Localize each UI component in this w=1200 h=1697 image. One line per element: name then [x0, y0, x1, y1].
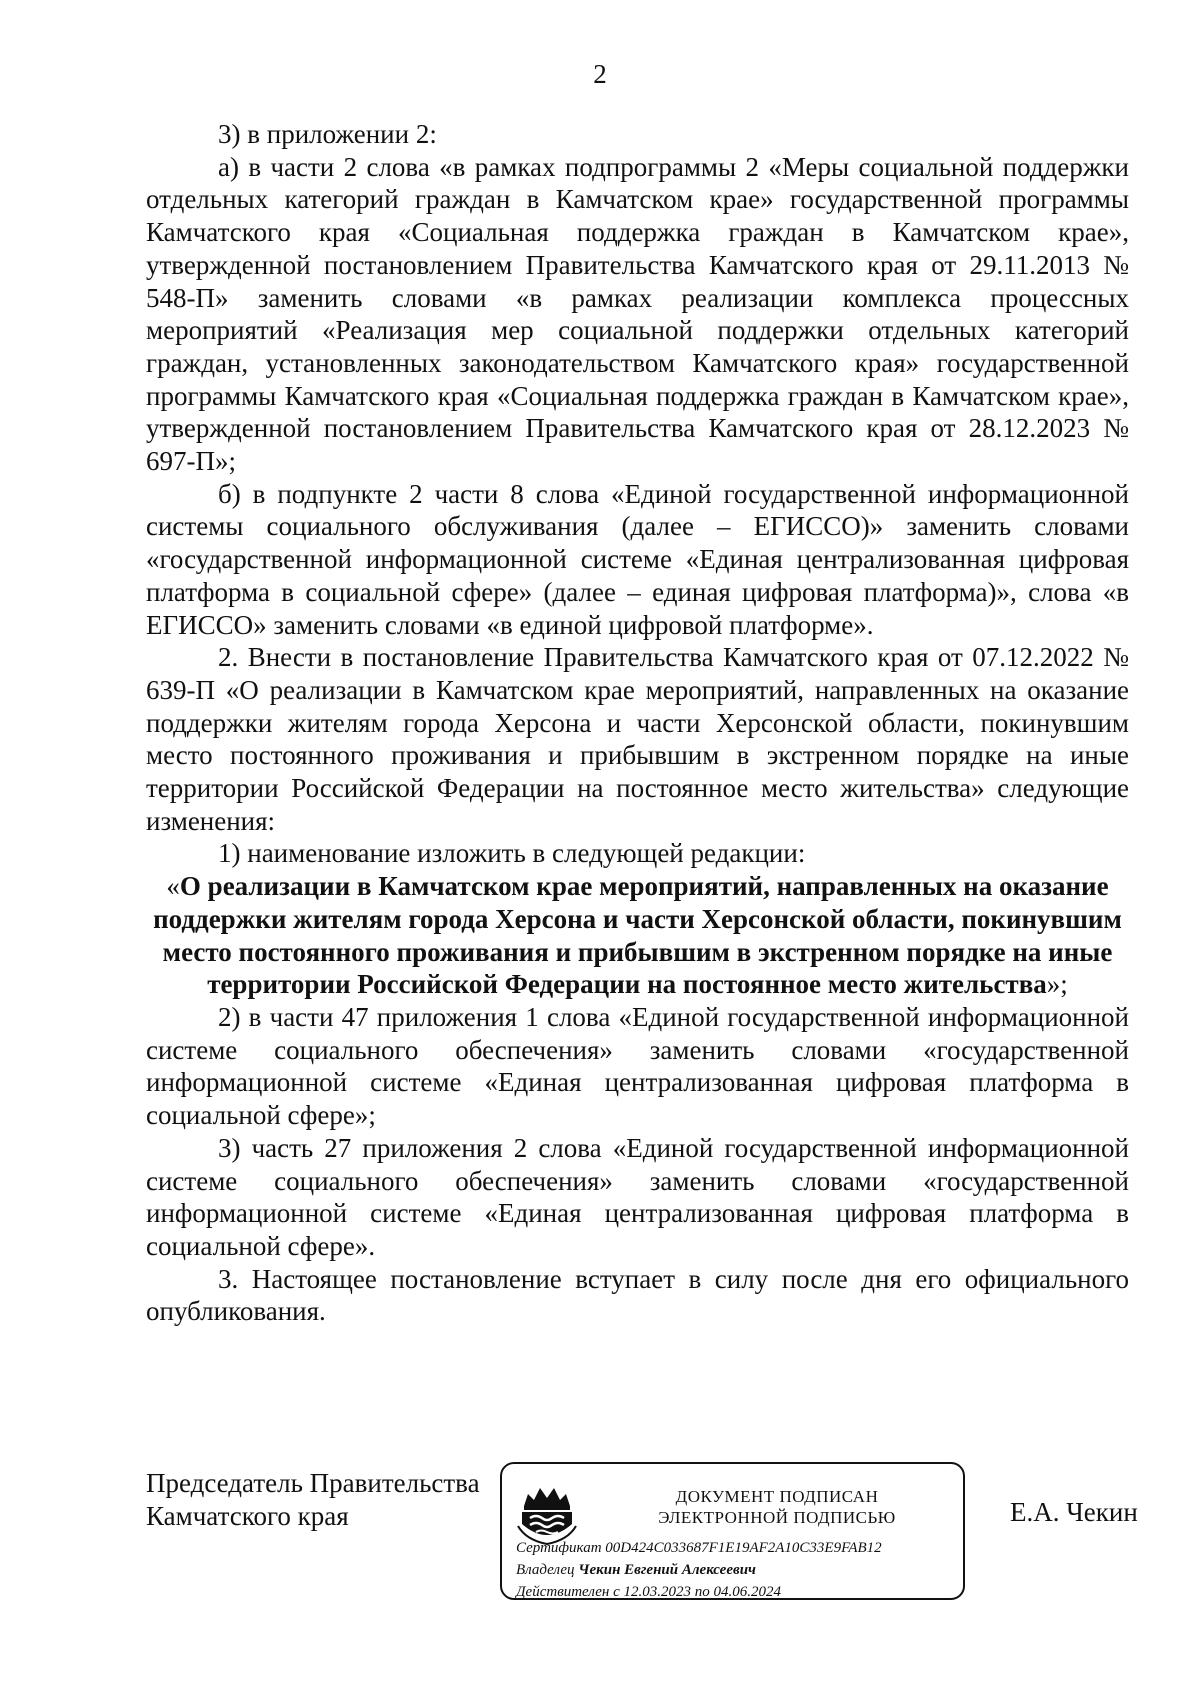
signatory-name: Е.А. Чекин: [1010, 1497, 1138, 1527]
signatory-position-line2: Камчатского края: [146, 1501, 349, 1531]
new-title-block: [146, 870, 1129, 1001]
paragraph-item-2: 2) в части 47 приложения 1 слова «Единой государственной информационной системе социального обеспечения» заменить словами «государственной информационной системе «Единая централизованная цифровая платформа в социальной сфере»;: [146, 1001, 1129, 1131]
page-number: 2: [593, 59, 607, 89]
stamp-title-line1: ДОКУМЕНТ ПОДПИСАН: [675, 1487, 879, 1506]
signatory-position-line1: Председатель Правительства: [146, 1468, 480, 1498]
document-body: [146, 118, 1129, 1328]
paragraph-subitem-a: а) в части 2 слова «в рамках подпрограммы 2 «Меры социальной поддержки отдельных категорий граждан в Камчатском крае» государственной программы Камчатского края «Социальная поддержка граждан в Камчатском крае», утвержденной постановлением Правительства Камчатского края от 29.11.2013 № 548-П» заменить словами «в рамках реализации комплекса процессных мероприятий «Реализация мер социальной поддержки отдельных категорий граждан, установленных законодательством Камчатского края» государственной программы Камчатского края «Социальная поддержка граждан в Камчатском крае», утвержденной постановлением Правительства Камчатского края от 28.12.2023 № 697-П»;: [146, 151, 1129, 477]
stamp-valid-label: Действителен: [516, 1584, 610, 1600]
stamp-valid-to-label: по: [694, 1584, 710, 1600]
new-title-text: О реализации в Камчатском крае мероприятий, направленных на оказание поддержки жителям города Херсона и части Херсонской области, покинувшим место постоянного проживания и прибывшим в экстренном порядке на иные территории Российской Федерации на постоянное место жительства: [153, 871, 1122, 1000]
stamp-valid-to: 04.06.2024: [713, 1584, 782, 1600]
stamp-valid-from-label: с: [613, 1584, 620, 1600]
stamp-validity: [516, 1583, 781, 1601]
stamp-title: [602, 1486, 952, 1528]
stamp-owner-label: Владелец: [516, 1562, 575, 1578]
close-quote: »;: [1046, 969, 1068, 1000]
stamp-certificate: [516, 1539, 882, 1557]
open-quote: «: [166, 871, 180, 902]
paragraph-point-3: 3. Настоящее постановление вступает в силу после дня его официального опубликования.: [146, 1263, 1129, 1327]
stamp-title-line2: ЭЛЕКТРОННОЙ ПОДПИСЬЮ: [658, 1508, 896, 1527]
signatory-position: [146, 1467, 480, 1533]
paragraph-item-3b: 3) часть 27 приложения 2 слова «Единой государственной информационной системе социального обеспечения» заменить словами «государственной информационной системе «Единая централизованная цифровая платформа в социальной сфере».: [146, 1132, 1129, 1261]
stamp-cert-value: 00D424C033687F1E19AF2A10C33E9FAB12: [605, 1540, 882, 1556]
paragraph-item-3: 3) в приложении 2:: [218, 119, 437, 149]
stamp-valid-from: 12.03.2023: [623, 1584, 692, 1600]
paragraph-item-1: 1) наименование изложить в следующей редакции:: [218, 838, 806, 869]
kamchatka-coat-of-arms-icon: [516, 1480, 578, 1546]
stamp-cert-label: Сертификат: [516, 1540, 602, 1556]
stamp-owner-value: Чекин Евгений Алексеевич: [578, 1562, 756, 1578]
stamp-owner: [516, 1561, 756, 1579]
paragraph-subitem-b: б) в подпункте 2 части 8 слова «Единой государственной информационной системы социального обслуживания (далее – ЕГИССО)» заменить словами «государственной информационной системе «Единая централизованная цифровая платформа в социальной сфере» (далее – единая цифровая платформа)», слова «в ЕГИССО» заменить словами «в единой цифровой платформе».: [146, 478, 1129, 640]
paragraph-point-2: 2. Внести в постановление Правительства Камчатского края от 07.12.2022 № 639-П «О реализации в Камчатском крае мероприятий, направленных на оказание поддержки жителям города Херсона и части Херсонской области, покинувшим место постоянного проживания и прибывшим в экстренном порядке на иные территории Российской Федерации на постоянное место жительства» следующие изменения:: [146, 642, 1129, 836]
electronic-signature-stamp: [500, 1462, 965, 1600]
